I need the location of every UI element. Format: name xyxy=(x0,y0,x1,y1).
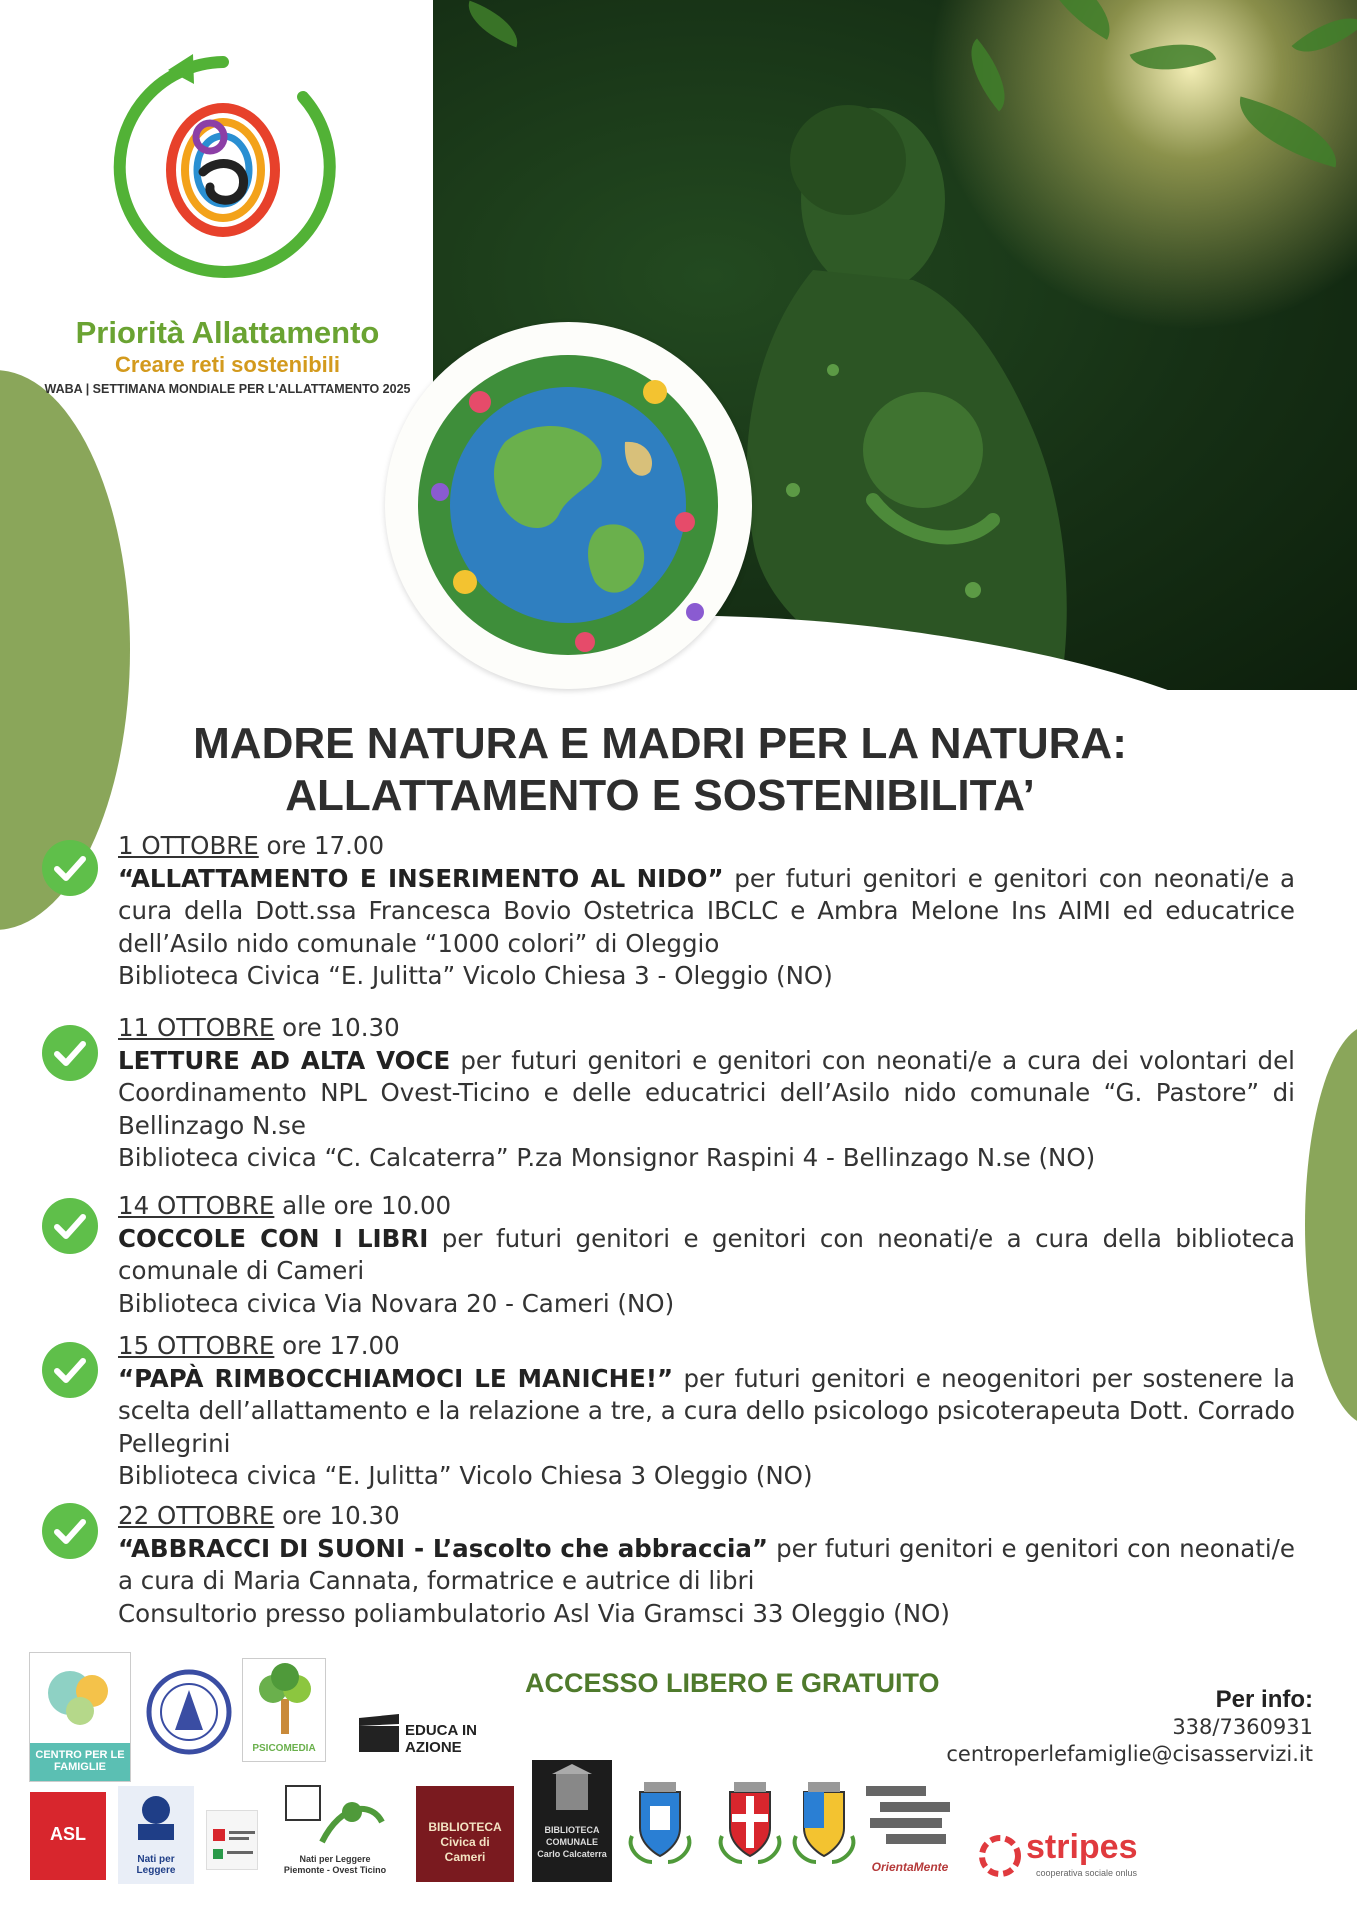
stripes-label: stripes xyxy=(1026,1828,1138,1866)
biblioteca-bellinzago-logo xyxy=(532,1760,612,1882)
info-phone: 338/7360931 xyxy=(1172,1715,1313,1739)
event-time: ore 17.00 xyxy=(258,831,385,860)
event-item-3 xyxy=(118,1190,1295,1320)
event-name: “ALLATTAMENTO E INSERIMENTO AL NIDO” xyxy=(118,863,724,893)
event-time: ore 17.00 xyxy=(274,1331,400,1360)
event-location: Biblioteca civica “E. Julitta” Vicolo Chiesa 3 Oleggio (NO) xyxy=(118,1461,813,1490)
earth-globe-illustration xyxy=(385,322,752,689)
globe-icon xyxy=(385,322,752,689)
building-icon xyxy=(532,1760,612,1820)
event-date: 1 OTTOBRE xyxy=(118,831,259,860)
stripes-swirl-icon xyxy=(976,1832,1024,1880)
check-icon xyxy=(42,1025,98,1081)
event-location: Biblioteca civica “C. Calcaterra” P.za Monsignor Raspini 4 - Bellinzago N.se (NO) xyxy=(118,1143,1096,1172)
priorita-allattamento-logo xyxy=(30,30,411,396)
biblioteca-oleggio-logo xyxy=(145,1660,233,1765)
event-date: 11 OTTOBRE xyxy=(118,1013,275,1042)
psicomedia-label: PSICOMEDIA xyxy=(252,1743,316,1754)
event-time: ore 10.30 xyxy=(274,1501,400,1530)
leaf-decoration xyxy=(1292,1,1357,69)
title-line-2: ALLATTAMENTO E SOSTENIBILITA’ xyxy=(285,771,1035,820)
library-seal-icon xyxy=(145,1660,233,1765)
event-name: LETTURE AD ALTA VOCE xyxy=(118,1045,451,1075)
centro-famiglie-icon xyxy=(30,1653,130,1743)
logo-waba-line: WABA | SETTIMANA MONDIALE PER L'ALLATTAMENTO 2025 xyxy=(44,382,411,396)
event-time: ore 10.30 xyxy=(274,1013,400,1042)
event-item-5 xyxy=(118,1500,1295,1630)
check-icon xyxy=(42,1342,98,1398)
event-date: 14 OTTOBRE xyxy=(118,1191,275,1220)
event-location: Biblioteca civica Via Novara 20 - Cameri (NO) xyxy=(118,1288,675,1318)
npl-piemonte-label: Nati per Leggere Piemonte - Ovest Ticino xyxy=(283,1854,387,1875)
leaf-decoration xyxy=(1029,0,1127,40)
educainazione-logo xyxy=(355,1710,515,1758)
nati-per-leggere-logo xyxy=(118,1786,194,1884)
event-description: per futuri genitori e genitori con neonati/e a cura dei volontari del Coordinamento NPL Ovest-Ticino e delle educatrici dell’Asilo nido comunale “G. Pastore” di Bellinzago N.se xyxy=(118,1045,1295,1140)
centro-famiglie-logo xyxy=(29,1652,131,1782)
event-date: 22 OTTOBRE xyxy=(118,1501,275,1530)
event-date: 15 OTTOBRE xyxy=(118,1331,275,1360)
event-location: Biblioteca Civica “E. Julitta” Vicolo Chiesa 3 - Oleggio (NO) xyxy=(118,961,833,990)
orientamente-icon xyxy=(860,1778,960,1858)
check-icon xyxy=(42,840,98,896)
logo-title: Priorità Allattamento xyxy=(75,315,380,350)
free-access-label: ACCESSO LIBERO E GRATUITO xyxy=(525,1668,940,1698)
title-line-1: MADRE NATURA E MADRI PER LA NATURA: xyxy=(193,719,1127,768)
event-item-4 xyxy=(118,1330,1295,1493)
regione-piemonte-logo xyxy=(206,1810,258,1870)
reading-child-icon xyxy=(118,1786,194,1848)
orientamente-logo xyxy=(860,1778,960,1888)
check-icon xyxy=(42,1198,98,1254)
event-time: alle ore 10.00 xyxy=(274,1191,452,1220)
stripes-logo xyxy=(976,1828,1146,1886)
asl-label: ASL xyxy=(50,1824,86,1844)
logo-subtitle: Creare reti sostenibili xyxy=(115,352,340,377)
info-email: centroperlefamiglie@cisasservizi.it xyxy=(946,1742,1313,1766)
event-description: per futuri genitori e genitori con neonati/e a cura di Maria Cannata, formatrice e autrice di libri xyxy=(118,1533,1295,1595)
nati-per-leggere-label: Nati per Leggere xyxy=(136,1854,176,1876)
npl-piemonte-icon xyxy=(282,1782,388,1852)
event-item-2 xyxy=(118,1012,1295,1175)
leaf-decoration xyxy=(460,1,526,48)
tree-icon xyxy=(243,1659,326,1739)
educainazione-label: EDUCA IN AZIONE xyxy=(405,1722,477,1756)
biblioteca-bellinzago-label: BIBLIOTECA COMUNALE Carlo Calcaterra xyxy=(537,1825,607,1859)
biblioteca-cameri-logo xyxy=(416,1786,514,1882)
regione-piemonte-icon xyxy=(207,1811,258,1870)
event-name: “ABBRACCI DI SUONI - L’ascolto che abbraccia” xyxy=(118,1533,769,1563)
leaf-decoration xyxy=(1229,97,1347,168)
clapperboard-icon xyxy=(355,1712,403,1756)
event-description: per futuri genitori e neogenitori per sostenere la scelta dell’allattamento e la relazione a tre, a cura dello psicologo psicoterapeuta Dott. Corrado Pellegrini xyxy=(118,1363,1295,1458)
npl-piemonte-logo xyxy=(282,1782,388,1886)
breastfeeding-logo-icon xyxy=(98,42,348,292)
event-description: per futuri genitori e genitori con neonati/e a cura della Dott.ssa Francesca Bovio Ostetrica IBCLC e Ambra Melone Ins AIMI ed educatrice dell’Asilo nido comunale “1000 colori” di Oleggio xyxy=(118,863,1295,958)
coat-of-arms-icon xyxy=(712,1776,788,1868)
event-name: COCCOLE CON I LIBRI xyxy=(118,1223,429,1253)
coat-of-arms-icon xyxy=(786,1776,862,1868)
event-location: Consultorio presso poliambulatorio Asl Via Gramsci 33 Oleggio (NO) xyxy=(118,1598,950,1628)
stripes-sub-label: cooperativa sociale onlus xyxy=(1036,1868,1138,1878)
info-title: Per info: xyxy=(1215,1686,1313,1713)
orientamente-label: OrientaMente xyxy=(871,1860,949,1874)
coat-of-arms-icon xyxy=(622,1776,698,1868)
event-title xyxy=(60,718,1260,822)
event-description: per futuri genitori e genitori con neonati/e a cura della biblioteca comunale di Cameri xyxy=(118,1223,1295,1285)
event-name: “PAPÀ RIMBOCCHIAMOCI LE MANICHE!” xyxy=(118,1363,674,1393)
centro-famiglie-label: CENTRO PER LE FAMIGLIE xyxy=(30,1743,130,1782)
event-item-1 xyxy=(118,830,1295,993)
psicomedia-logo xyxy=(242,1658,326,1762)
check-icon xyxy=(42,1503,98,1559)
asl-logo xyxy=(30,1792,106,1880)
biblioteca-cameri-label: BIBLIOTECA Civica di Cameri xyxy=(428,1820,502,1864)
